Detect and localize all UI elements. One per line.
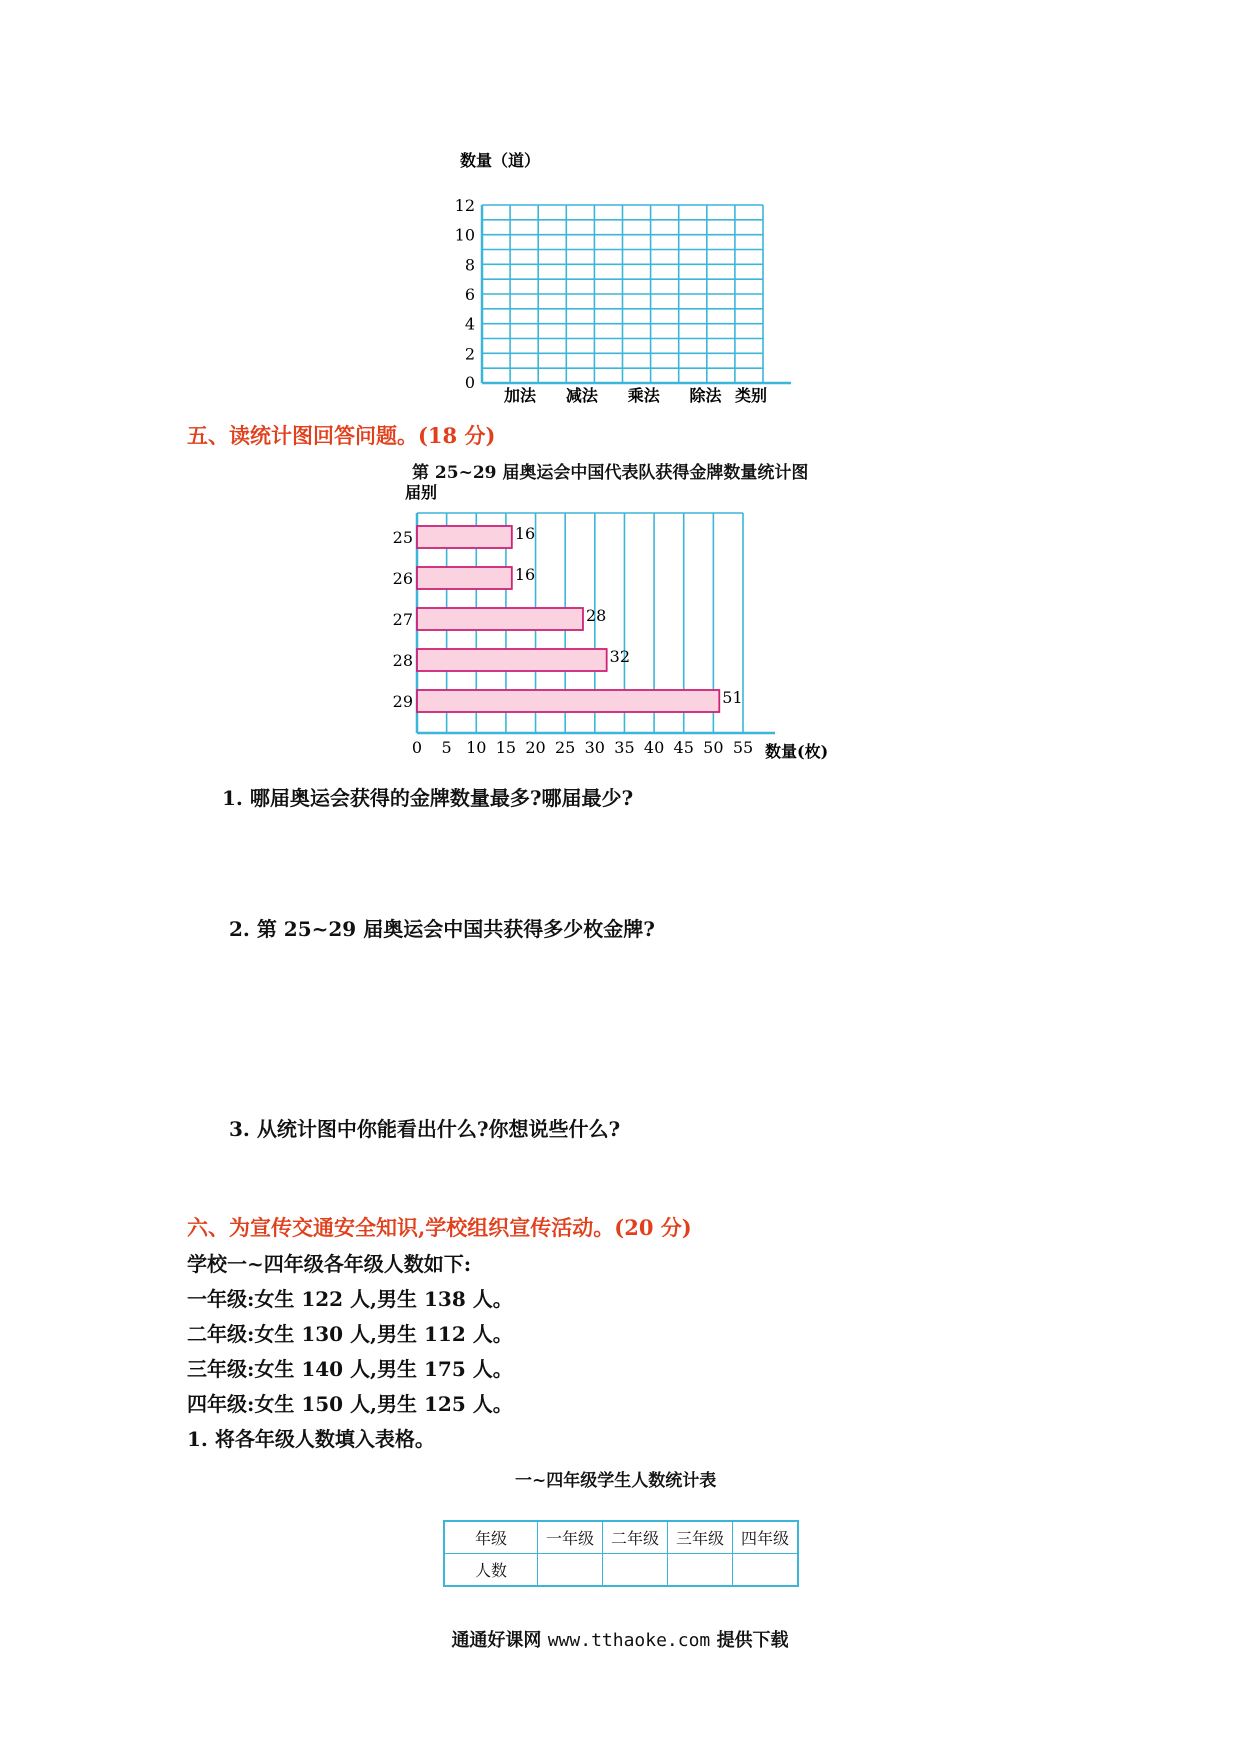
grid-chart-xlabel: 类别 bbox=[735, 386, 768, 405]
grid-x-category-label: 乘法 bbox=[627, 386, 660, 405]
grid-y-ticks bbox=[455, 196, 475, 392]
student-count-table bbox=[443, 1520, 799, 1587]
table-cell-grade-2[interactable] bbox=[603, 1554, 668, 1587]
bar-x-tick-label: 40 bbox=[643, 738, 665, 757]
grid-y-tick-label: 2 bbox=[464, 344, 475, 364]
bar-category-label: 29 bbox=[392, 692, 413, 711]
grid-chart-ylabel: 数量（道） bbox=[460, 151, 541, 170]
gold-medal-bar-chart bbox=[385, 480, 855, 770]
grid-y-tick-label: 12 bbox=[454, 196, 475, 215]
bar-value-label: 51 bbox=[722, 688, 743, 707]
bar-x-tick-label: 0 bbox=[411, 738, 423, 757]
question-5-3: 3. 从统计图中你能看出什么?你想说些什么? bbox=[229, 1117, 621, 1141]
grid-y-tick-label: 6 bbox=[464, 285, 475, 304]
table-count-row bbox=[444, 1554, 798, 1587]
section-6-intro: 学校一~四年级各年级人数如下: bbox=[187, 1252, 472, 1276]
grid-x-categories bbox=[504, 386, 722, 405]
bar-x-tick-label: 45 bbox=[673, 738, 694, 757]
question-5-1: 1. 哪届奥运会获得的金牌数量最多?哪届最少? bbox=[222, 786, 634, 810]
bar-category-label: 28 bbox=[392, 651, 413, 670]
grid-x-category-label: 减法 bbox=[565, 386, 598, 405]
footer-suffix: 提供下载 bbox=[716, 1630, 789, 1651]
section-6-title: 六、为宣传交通安全知识,学校组织宣传活动。(20 分) bbox=[187, 1215, 692, 1240]
grid-x-category-label: 除法 bbox=[689, 386, 722, 405]
table-header-grade-3: 三年级 bbox=[668, 1521, 733, 1554]
bar-x-tick-label: 20 bbox=[525, 738, 546, 757]
task-1-line: 1. 将各年级人数填入表格。 bbox=[187, 1427, 435, 1451]
grade-2-line: 二年级:女生 130 人,男生 112 人。 bbox=[187, 1322, 513, 1346]
table-cell-grade-3[interactable] bbox=[668, 1554, 733, 1587]
table-header-grade-2: 二年级 bbox=[603, 1521, 668, 1554]
table-row-label: 人数 bbox=[444, 1554, 538, 1587]
table-header-grade: 年级 bbox=[444, 1521, 538, 1554]
bar-x-tick-label: 25 bbox=[555, 738, 576, 757]
table-cell-grade-4[interactable] bbox=[733, 1554, 799, 1587]
bar-29 bbox=[417, 690, 719, 712]
bar-x-tick-label: 15 bbox=[495, 738, 517, 757]
bar-x-tick-label: 50 bbox=[703, 738, 724, 757]
bar-x-tick-label: 10 bbox=[466, 738, 487, 757]
footer-url: www.tthaoke.com bbox=[547, 1630, 711, 1651]
bar-value-label: 28 bbox=[585, 606, 607, 625]
bar-chart-xlabel: 数量(枚) bbox=[765, 742, 829, 761]
grid-x-category-label: 加法 bbox=[504, 386, 537, 405]
bar-x-tick-label: 35 bbox=[614, 738, 635, 757]
table-cell-grade-1[interactable] bbox=[538, 1554, 603, 1587]
table-title: 一~四年级学生人数统计表 bbox=[515, 1471, 717, 1491]
bar-27 bbox=[417, 608, 583, 630]
bar-chart-x-ticks bbox=[412, 738, 753, 757]
grid-y-tick-label: 0 bbox=[464, 373, 475, 392]
bar-value-label: 16 bbox=[514, 565, 536, 584]
bar-x-tick-label: 30 bbox=[584, 738, 605, 757]
bar-category-label: 27 bbox=[392, 610, 413, 629]
bar-chart-bars bbox=[393, 524, 743, 712]
table-header-grade-4: 四年级 bbox=[733, 1521, 799, 1554]
grade-1-line: 一年级:女生 122 人,男生 138 人。 bbox=[187, 1287, 513, 1311]
bar-value-label: 32 bbox=[609, 647, 631, 666]
grid-y-tick-label: 10 bbox=[454, 225, 475, 245]
bar-x-tick-label: 5 bbox=[441, 738, 452, 757]
bar-x-tick-label: 55 bbox=[732, 738, 754, 757]
grade-3-line: 三年级:女生 140 人,男生 175 人。 bbox=[187, 1357, 513, 1381]
question-5-2: 2. 第 25~29 届奥运会中国共获得多少枚金牌? bbox=[229, 917, 655, 941]
grid-y-tick-label: 4 bbox=[464, 314, 475, 334]
bar-chart-title: 第 25~29 届奥运会中国代表队获得金牌数量统计图 bbox=[412, 463, 809, 483]
grade-4-line: 四年级:女生 150 人,男生 125 人。 bbox=[187, 1392, 513, 1416]
bar-category-label: 26 bbox=[392, 569, 413, 588]
bar-25 bbox=[417, 526, 512, 548]
bar-chart-ylabel: 届别 bbox=[405, 483, 438, 502]
grid-y-tick-label: 8 bbox=[464, 255, 475, 275]
bar-28 bbox=[417, 649, 607, 671]
bar-value-label: 16 bbox=[514, 524, 536, 543]
table-header-row bbox=[444, 1521, 798, 1554]
section-5-title: 五、读统计图回答问题。(18 分) bbox=[187, 423, 496, 448]
footer-site-name: 通通好课网 bbox=[451, 1630, 542, 1651]
table-header-grade-1: 一年级 bbox=[538, 1521, 603, 1554]
bar-category-label: 25 bbox=[392, 528, 413, 547]
bar-26 bbox=[417, 567, 512, 589]
footer bbox=[0, 1626, 1240, 1652]
empty-grid-chart bbox=[430, 140, 810, 410]
grid-lines bbox=[482, 205, 791, 383]
